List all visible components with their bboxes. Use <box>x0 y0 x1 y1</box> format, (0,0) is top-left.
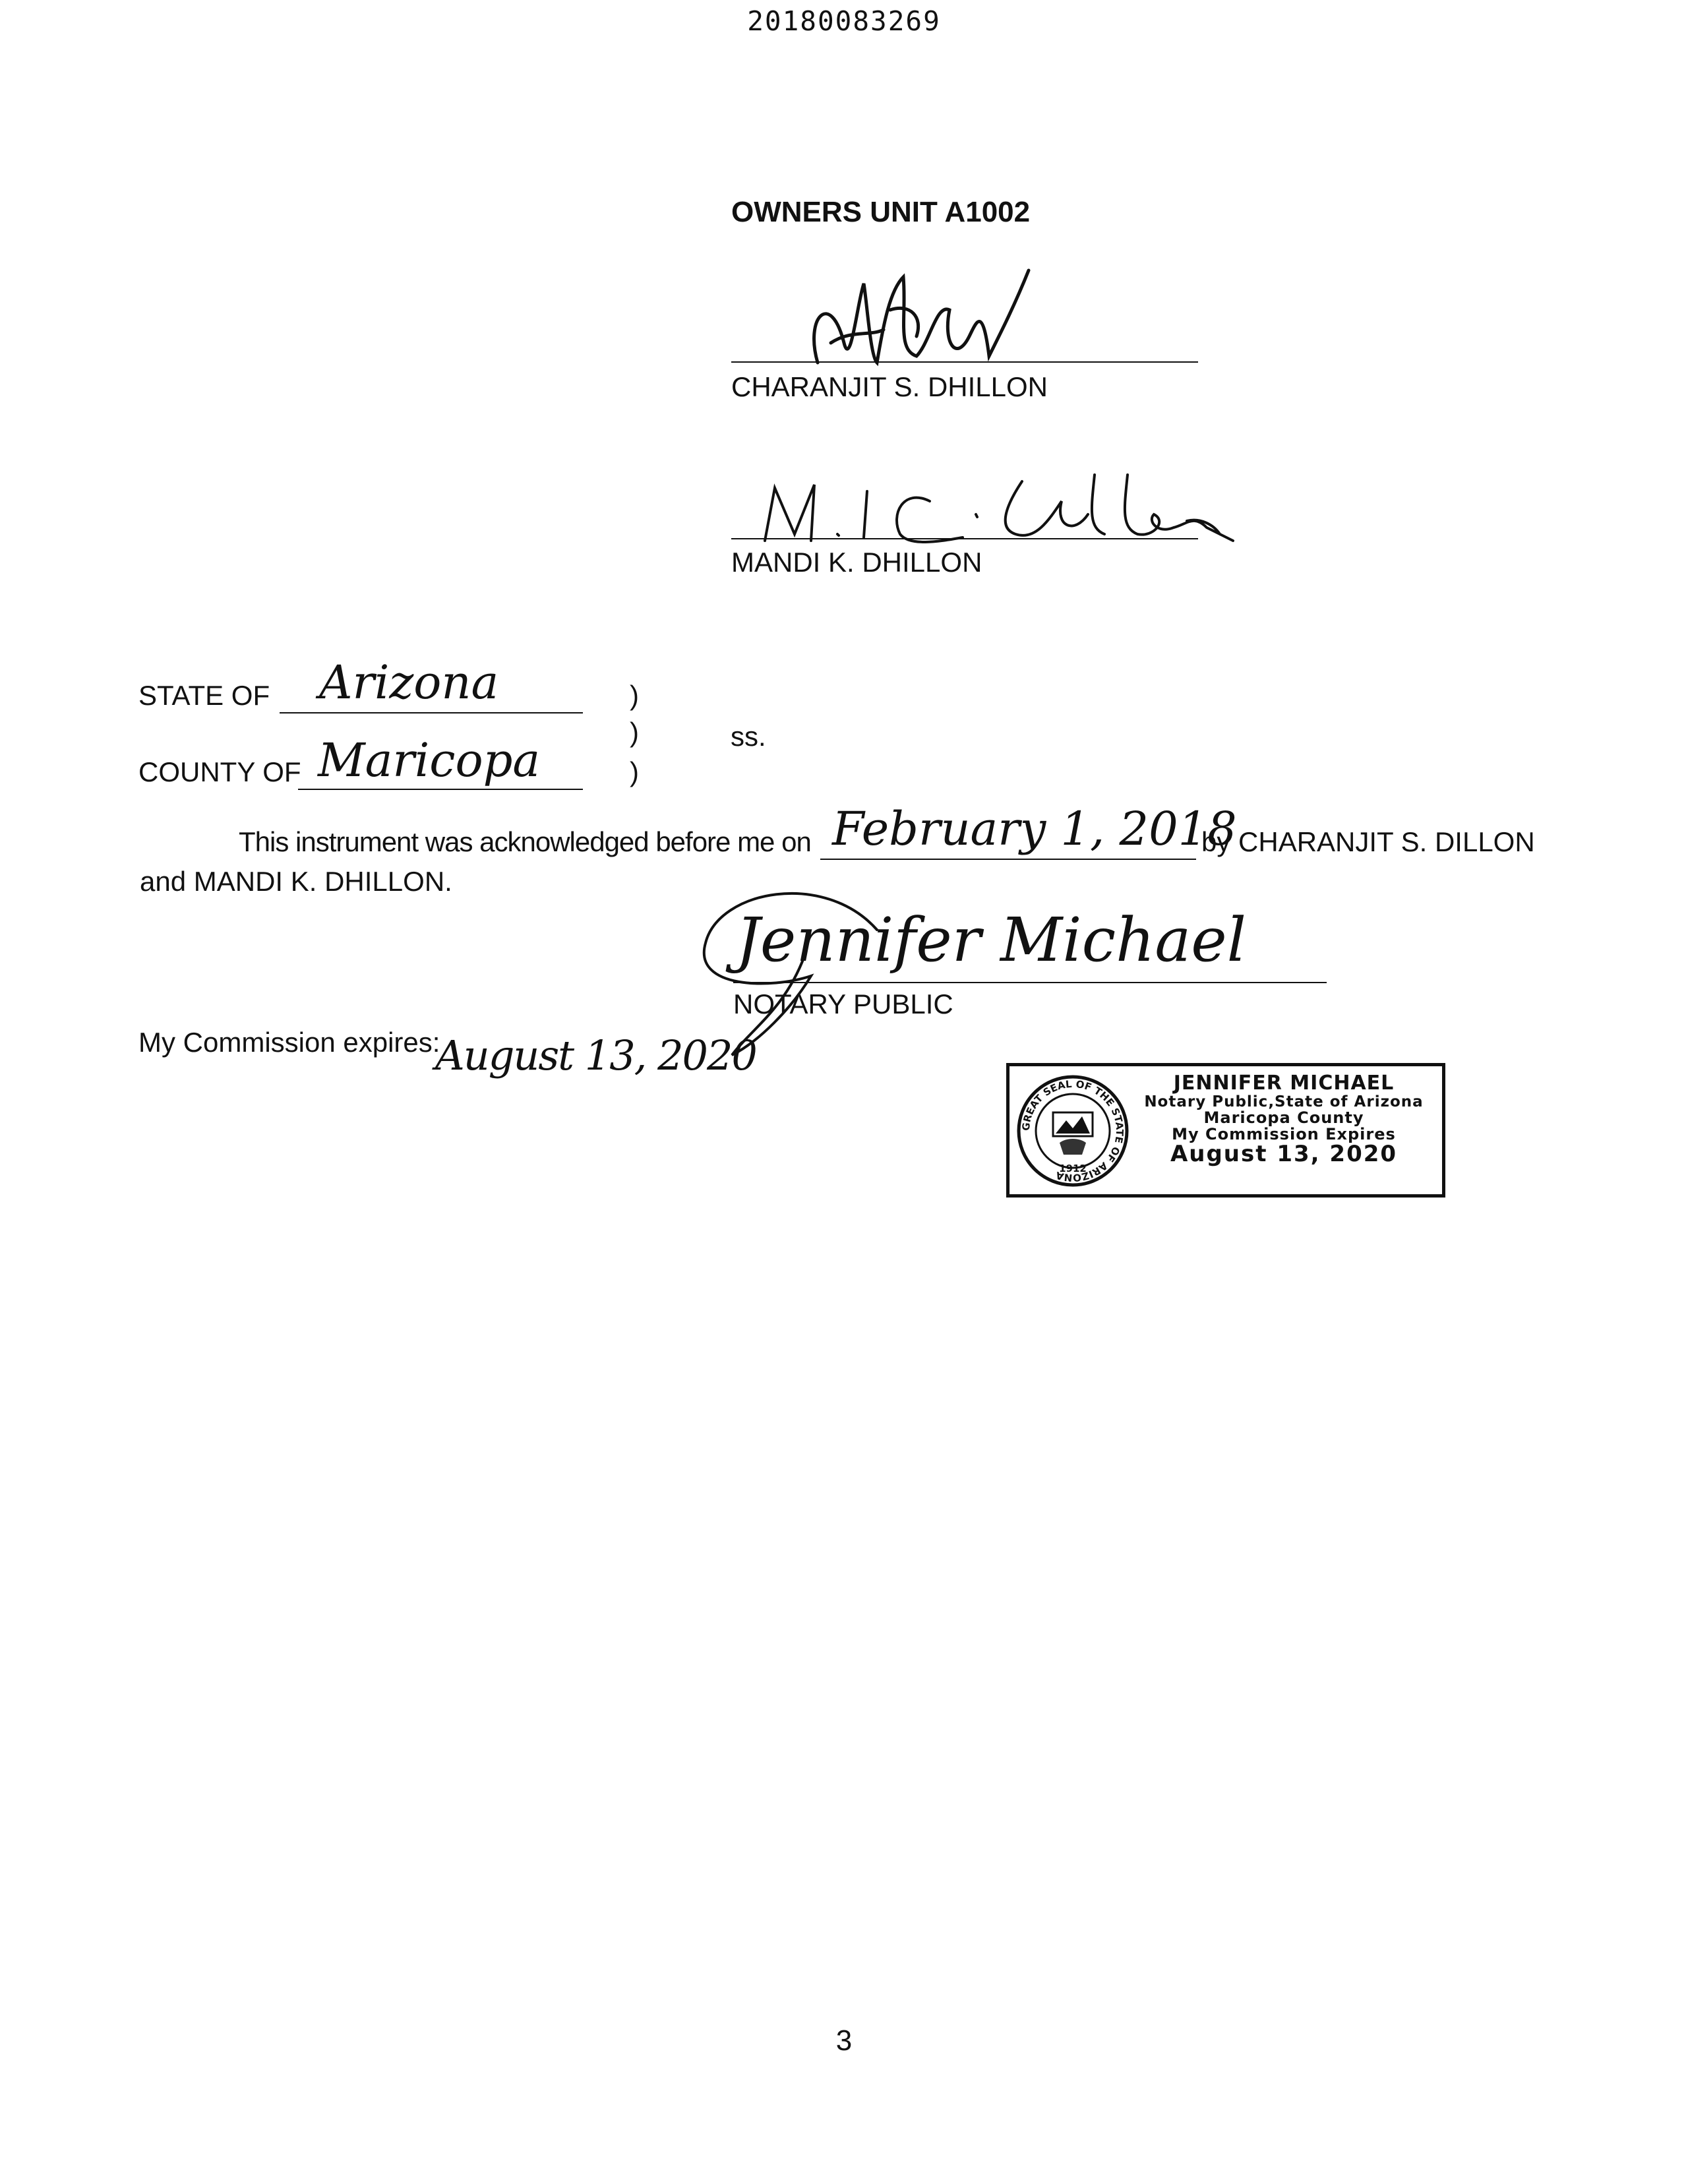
commission-label: My Commission expires: <box>138 1027 440 1058</box>
notary-signature: Jennifer Michael <box>736 905 1247 975</box>
seal-year: 1912 <box>1059 1163 1087 1174</box>
stamp-line-4: My Commission Expires <box>1172 1124 1396 1143</box>
stamp-line-2: Notary Public,State of Arizona <box>1144 1093 1424 1110</box>
state-line <box>280 712 583 713</box>
ack-prefix: This instrument was acknowledged before me on <box>239 826 811 857</box>
ack-line-2: and MANDI K. DHILLON. <box>140 866 452 897</box>
page-number: 3 <box>835 2024 853 2057</box>
venue-paren-1: ) <box>630 680 639 711</box>
document-heading: OWNERS UNIT A1002 <box>731 196 1031 228</box>
stamp-name: JENNIFER MICHAEL <box>1173 1072 1395 1095</box>
ack-date: February 1, 2018 <box>832 802 1237 856</box>
stamp-line-5: August 13, 2020 <box>1170 1141 1398 1168</box>
county-label: COUNTY OF <box>138 756 301 787</box>
venue-paren-3: ) <box>630 756 639 787</box>
notary-label: NOTARY PUBLIC <box>733 988 953 1019</box>
stamp-line-3: Maricopa County <box>1203 1108 1364 1127</box>
state-label: STATE OF <box>138 680 270 711</box>
signer-name-1: CHARANJIT S. DHILLON <box>731 371 1048 402</box>
venue-paren-2: ) <box>630 717 639 748</box>
state-value: Arizona <box>319 655 499 710</box>
record-number: 20180083269 <box>747 5 941 37</box>
county-value: Maricopa <box>318 733 541 787</box>
arizona-seal-icon <box>1016 1074 1130 1188</box>
commission-value: August 13, 2020 <box>435 1031 756 1079</box>
ss-label: ss. <box>731 721 766 752</box>
signature-charanjit-dhillon <box>791 264 1068 382</box>
ack-date-line <box>820 859 1196 860</box>
signature-line-2 <box>731 538 1198 539</box>
seal-ring-text: GREAT SEAL OF THE STATE OF ARIZONA <box>1019 1077 1126 1184</box>
notary-stamp <box>1006 1063 1445 1198</box>
ack-suffix: by CHARANJIT S. DILLON <box>1201 826 1535 857</box>
county-line <box>298 789 583 790</box>
notary-signature-line <box>733 982 1327 983</box>
signature-line-1 <box>731 361 1198 363</box>
signer-name-2: MANDI K. DHILLON <box>731 547 982 578</box>
